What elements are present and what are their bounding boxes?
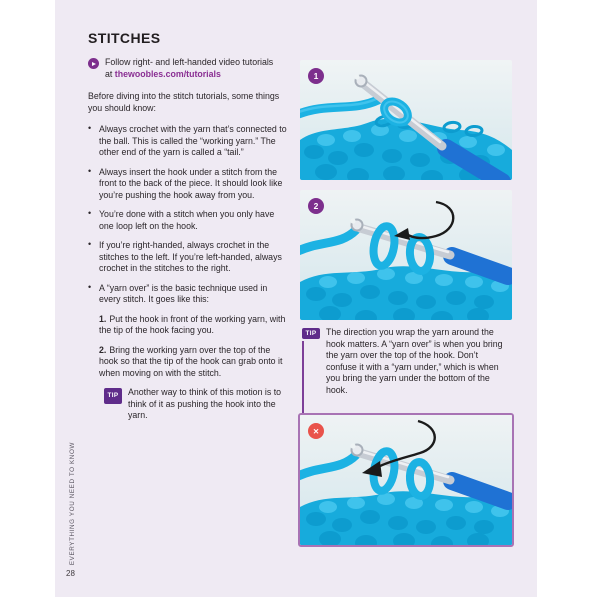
- incorrect-x-badge: ✕: [308, 423, 324, 439]
- callout-line2-prefix: at: [105, 68, 115, 79]
- step-1-number: 1.: [99, 313, 107, 324]
- callout-text: [105, 57, 273, 80]
- bullet-item: • Always crochet with the yarn that’s connected to the ball. This is called the “working yarn.” The other end of the yarn is called a “tail.”: [88, 124, 289, 159]
- aside-tip-text: The direction you wrap the yarn around the hook matters. A “yarn over” is when you bring the yarn over the top of the hook. Don’t confuse it with a “yarn under,” which is when you bring the yarn under the bottom of the hook.: [326, 327, 503, 395]
- tip-connector-line: [302, 341, 304, 413]
- step-1: [99, 314, 289, 337]
- figure-yarn-under-photo: [298, 413, 514, 547]
- intro-paragraph: Before diving into the stitch tutorials, some things you should know:: [88, 91, 280, 113]
- bullet-item: • If you’re right-handed, always crochet in the stitches to the left. If you’re left-handed, always crochet in the stitches to the right.: [88, 240, 289, 275]
- figure-step1-photo: [300, 60, 512, 180]
- bullet-item: • A “yarn over” is the basic technique used in every stitch. It goes like this:: [88, 283, 289, 306]
- step-2-text: Bring the working yarn over the top of the hook so that the tip of the hook can grab onto it when moving on with the stitch.: [99, 344, 283, 378]
- tips-bullet-list: [88, 124, 289, 306]
- figure-number-badge: 2: [308, 198, 324, 214]
- page-number: 28: [66, 569, 75, 578]
- bullet-item: • You’re done with a stitch when you only have one loop left on the hook.: [88, 209, 289, 232]
- video-tutorials-callout: [88, 57, 289, 80]
- crochet-photo-3: [300, 415, 512, 545]
- tutorials-link[interactable]: thewoobles.com/tutorials: [114, 68, 221, 79]
- step-1-text: Put the hook in front of the working yarn, with the tip of the hook facing you.: [99, 313, 286, 335]
- crochet-photo-2: [300, 190, 512, 320]
- figure-step2-photo: [300, 190, 512, 320]
- step-2: [99, 345, 289, 380]
- main-text-column: [88, 30, 289, 422]
- tip-badge: TIP: [302, 328, 320, 339]
- bullet-item: • Always insert the hook under a stitch from the front to the back of the piece. It should look like you’re pushing the hook away from you.: [88, 167, 289, 202]
- play-triangle-icon: [92, 62, 96, 66]
- crochet-photo-1: [300, 60, 512, 180]
- aside-tip: [302, 327, 506, 396]
- chapter-vertical-label: EVERYTHING YOU NEED TO KNOW: [69, 441, 76, 565]
- play-icon: [88, 58, 99, 69]
- tip-badge: TIP: [104, 388, 122, 404]
- inline-tip-text: Another way to think of this motion is to think of it as pushing the hook into the yarn.: [128, 387, 282, 420]
- figure-number-badge: 1: [308, 68, 324, 84]
- page: [55, 0, 537, 597]
- page-title: STITCHES: [88, 30, 161, 46]
- inline-tip: [104, 387, 289, 422]
- yarn-over-steps: [99, 314, 289, 422]
- step-2-number: 2.: [99, 344, 107, 355]
- callout-line1: Follow right- and left-handed video tutorials: [105, 57, 274, 67]
